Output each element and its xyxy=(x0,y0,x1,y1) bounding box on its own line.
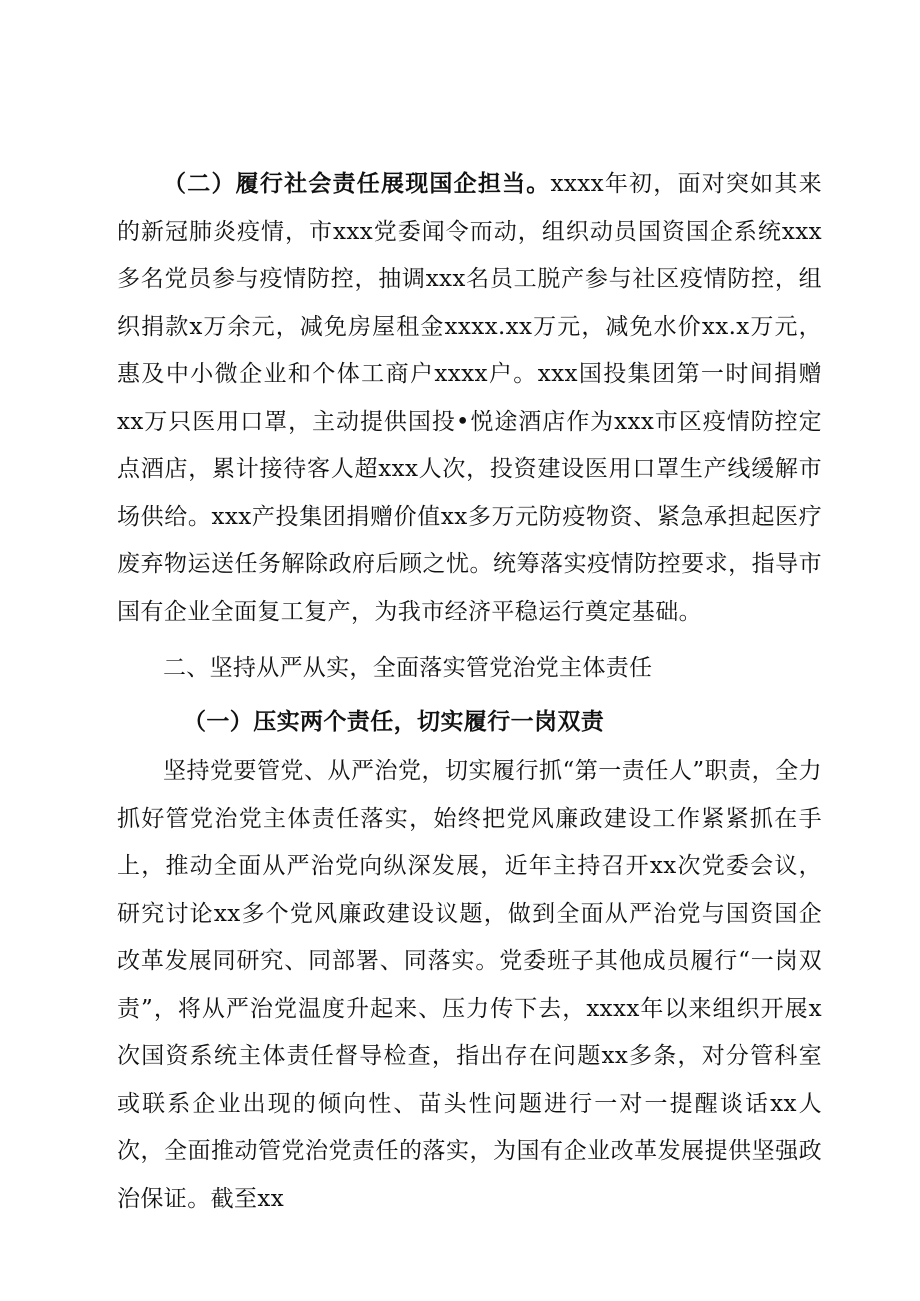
paragraph-lead-heading: （二）履行社会责任展现国企担当。 xyxy=(163,170,551,197)
section-heading-two: 二、坚持从严从实，全面落实管党治党主体责任 xyxy=(163,655,653,681)
paragraph-text: xxxx年初，面对突如其来的新冠肺炎疫情，市xxx党委闻令而动，组织动员国资国企系统xxx多名党员参与疫情防控，抽调xxx名员工脱产参与社区疫情防控，组织捐款x万余元，减免房屋租金xxxx.xx万元，减免水价xx.x万元，惠及中小微企业和个体工商户xxxx户。xxx国投集团第一时间捐赠xx万只医用口罩，主动提供国投•悦途酒店作为xxx市区疫情防控定点酒店，累计接待客人超xxx人次，投资建设医用口罩生产线缓解市场供给。xxx产投集团捐赠价值xx多万元防疫物资、紧急承担起医疗废弃物运送任务解除政府后顾之忧。统筹落实疫情防控要求，指导市国有企业全面复工复产，为我市经济平稳运行奠定基础。 xyxy=(117,171,822,625)
subsection-heading-one: （一）压实两个责任，切实履行一岗双责 xyxy=(183,708,605,735)
paragraph-two-responsibilities: 坚持党要管党、从严治党，切实履行抓“第一责任人”职责，全力抓好管党治党主体责任落实，始终把党风廉政建设工作紧紧抓在手上，推动全面从严治党向纵深发展，近年主持召开xx次党委会议，研究讨论xx多个党风廉政建设议题，做到全面从严治党与国资国企改革发展同研究、同部署、同落实。党委班子其他成员履行“一岗双责”，将从严治党温度升起来、压力传下去，xxxx年以来组织开展x次国资系统主体责任督导检查，指出存在问题xx多条，对分管科室或联系企业出现的倾向性、苗头性问题进行一对一提醒谈话xx人次，全面推动管党治党责任的落实，为国有企业改革发展提供坚强政治保证。截至xx xyxy=(117,758,822,1212)
document-body xyxy=(117,160,822,1223)
paragraph-social-responsibility xyxy=(117,160,822,636)
